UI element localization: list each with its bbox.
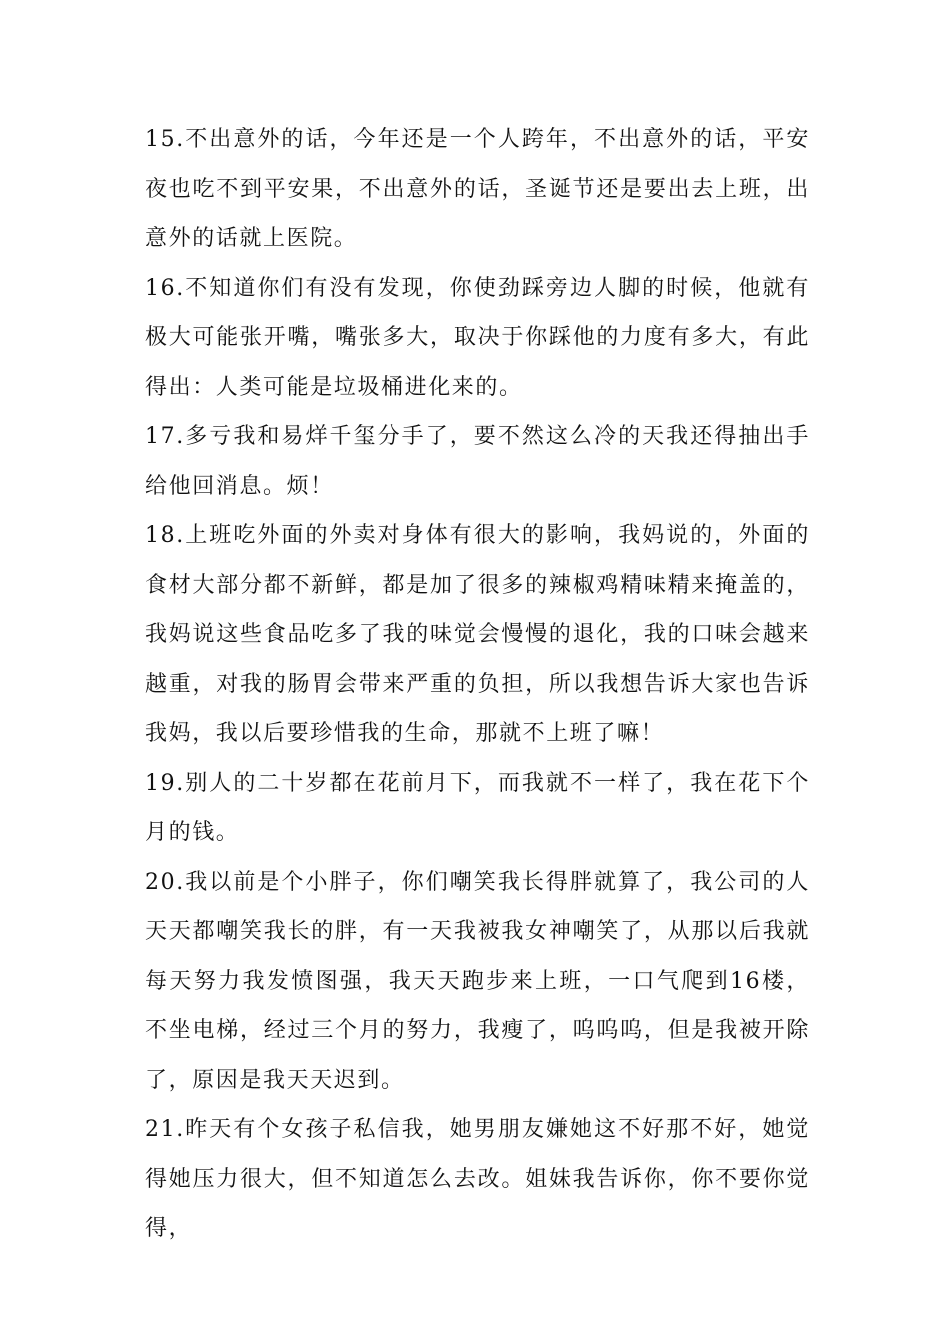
paragraph-20: 20.我以前是个小胖子，你们嘲笑我长得胖就算了，我公司的人天天都嘲笑我长的胖，有一天我被我女神嘲笑了，从那以后我就每天努力我发愤图强，我天天跑步来上班，一口气爬到16楼，不坐电梯，经过三个月的努力，我瘦了，呜呜呜，但是我被开除了，原因是我天天迟到。	[145, 869, 810, 1093]
paragraph-17: 17.多亏我和易烊千玺分手了，要不然这么冷的天我还得抽出手给他回消息。烦！	[145, 424, 810, 499]
paragraph-21: 21.昨天有个女孩子私信我，她男朋友嫌她这不好那不好，她觉得她压力很大，但不知道怎么去改。姐妹我告诉你，你不要你觉得，	[145, 1117, 810, 1241]
paragraph-16: 16.不知道你们有没有发现，你使劲踩旁边人脚的时候，他就有极大可能张开嘴，嘴张多大，取决于你踩他的力度有多大，有此得出：人类可能是垃圾桶进化来的。	[145, 275, 810, 400]
paragraph-15: 15.不出意外的话，今年还是一个人跨年，不出意外的话，平安夜也吃不到平安果，不出意外的话，圣诞节还是要出去上班，出意外的话就上医院。	[145, 127, 810, 251]
paragraph-18: 18.上班吃外面的外卖对身体有很大的影响，我妈说的，外面的食材大部分都不新鲜，都是加了很多的辣椒鸡精味精来掩盖的，我妈说这些食品吃多了我的味觉会慢慢的退化，我的口味会越来越重，对我的肠胃会带来严重的负担，所以我想告诉大家也告诉我妈，我以后要珍惜我的生命，那就不上班了嘛！	[145, 523, 810, 746]
paragraph-19: 19.别人的二十岁都在花前月下，而我就不一样了，我在花下个月的钱。	[145, 770, 810, 845]
document-page	[145, 115, 810, 1254]
